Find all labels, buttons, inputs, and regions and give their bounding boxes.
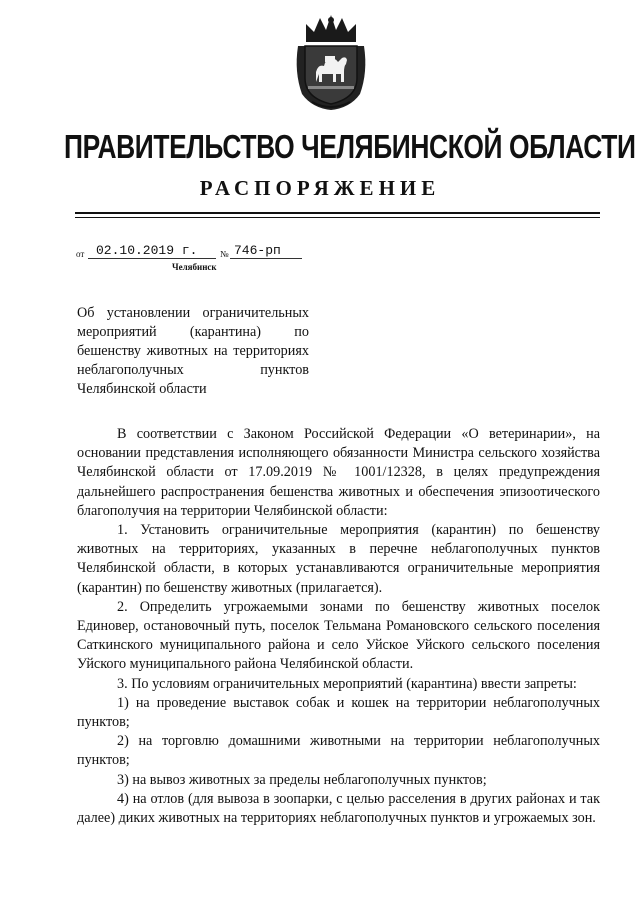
registration-line [76,243,316,261]
document-number: 746-рп [234,243,281,258]
header-divider-thin [75,217,600,218]
date-underline [88,258,216,259]
prohibition-4: 4) на отлов (для вывоза в зоопарки, с целью расселения в других районах и так далее) диких животных на территориях неблагополучных пунктов и угрожаемых зон. [77,790,600,827]
document-date: 02.10.2019 г. [96,243,198,258]
prohibition-2: 2) на торговлю домашними животными на территории неблагополучных пунктов; [77,733,600,769]
document-type: РАСПОРЯЖЕНИЕ [199,176,441,200]
chelyabinsk-coat-of-arms-icon [292,12,370,112]
preamble-paragraph: В соответствии с Законом Российской Федерации «О ветеринарии», на основании представления исполняющего обязанности Министра сельского хозяйства Челябинской области от 17.09.2019 № 1001/12328, в целях предупреждения дальнейшего распространения бешенства животных и обеспечения эпизоотического благополучия на территории Челябинской области: [77,426,600,519]
government-title: ПРАВИТЕЛЬСТВО ЧЕЛЯБИНСКОЙ ОБЛАСТИ [64,128,636,165]
issuing-city: Челябинск [172,262,217,272]
document-subject: Об установлении ограничительных мероприятий (карантина) по бешенству животных на территориях неблагополучных пунктов Челябинской области [77,305,309,397]
prohibition-3: 3) на вывоз животных за пределы неблагополучных пунктов; [117,771,487,788]
number-prefix: № [220,249,229,259]
number-underline [230,258,302,259]
clause-2: 2. Определить угрожаемыми зонами по бешенству животных поселок Единовер, остановочный путь, поселок Тельмана Романовского сельского поселения Саткинского муниципального района и село Уйское Уйского сельского поселения Уйского муниципального района Челябинской области. [77,598,600,673]
header-divider [75,212,600,214]
date-prefix: от [76,249,85,259]
clause-3: 3. По условиям ограничительных мероприятий (карантина) ввести запреты: [117,675,577,692]
document-body [77,425,600,828]
clause-1: 1. Установить ограничительные мероприятия (карантин) по бешенству животных на территориях, указанных в перечне неблагополучных пунктов Челябинской области, в которых устанавливаются ограничительные мероприятия (карантин) по бешенству животных (прилагается). [77,522,600,596]
prohibition-1: 1) на проведение выставок собак и кошек на территории неблагополучных пунктов; [77,694,600,731]
